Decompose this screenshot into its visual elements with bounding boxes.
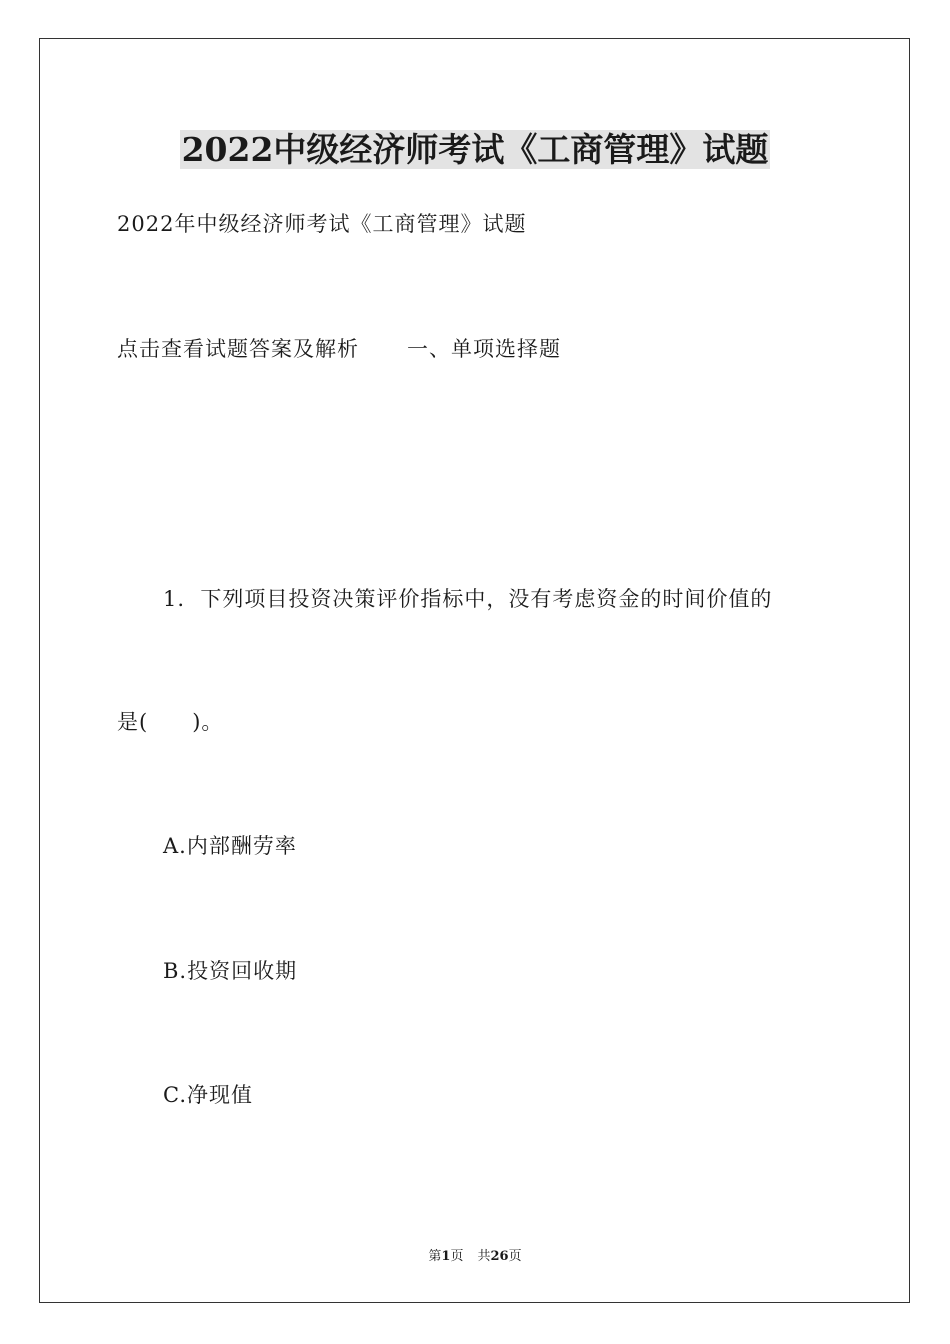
document-title xyxy=(0,128,950,172)
question-1-text: 下列项目投资决策评价指标中，没有考虑资金的时间价值的 xyxy=(200,587,773,611)
option-b xyxy=(163,956,297,986)
question-1-line-1 xyxy=(163,584,772,614)
answer-link-row xyxy=(117,334,561,364)
footer-total-pages: 26 xyxy=(490,1249,509,1264)
footer-total-suffix: 页 xyxy=(508,1249,522,1264)
document-title-text: 2022中级经济师考试《工商管理》试题 xyxy=(181,130,769,169)
footer-total-prefix: 共 xyxy=(477,1249,491,1264)
page-footer xyxy=(0,1248,950,1266)
option-c-text: 净现值 xyxy=(187,1083,253,1107)
option-a-label: A. xyxy=(163,834,187,858)
question-1-number: 1. xyxy=(163,587,186,611)
question-1-line-2: 是( )。 xyxy=(117,710,224,734)
document-subtitle: 2022年中级经济师考试《工商管理》试题 xyxy=(117,212,527,236)
option-c xyxy=(163,1080,253,1110)
footer-current-page: 1 xyxy=(441,1249,451,1264)
section-heading: 一、单项选择题 xyxy=(407,337,561,361)
option-c-label: C. xyxy=(163,1083,187,1107)
footer-page-suffix: 页 xyxy=(450,1249,464,1264)
option-a-text: 内部酬劳率 xyxy=(186,834,297,858)
view-answers-link[interactable]: 点击查看试题答案及解析 xyxy=(117,337,359,361)
option-b-label: B. xyxy=(163,959,188,983)
option-a xyxy=(163,831,297,861)
option-b-text: 投资回收期 xyxy=(187,959,298,983)
footer-page-prefix: 第 xyxy=(428,1249,442,1264)
